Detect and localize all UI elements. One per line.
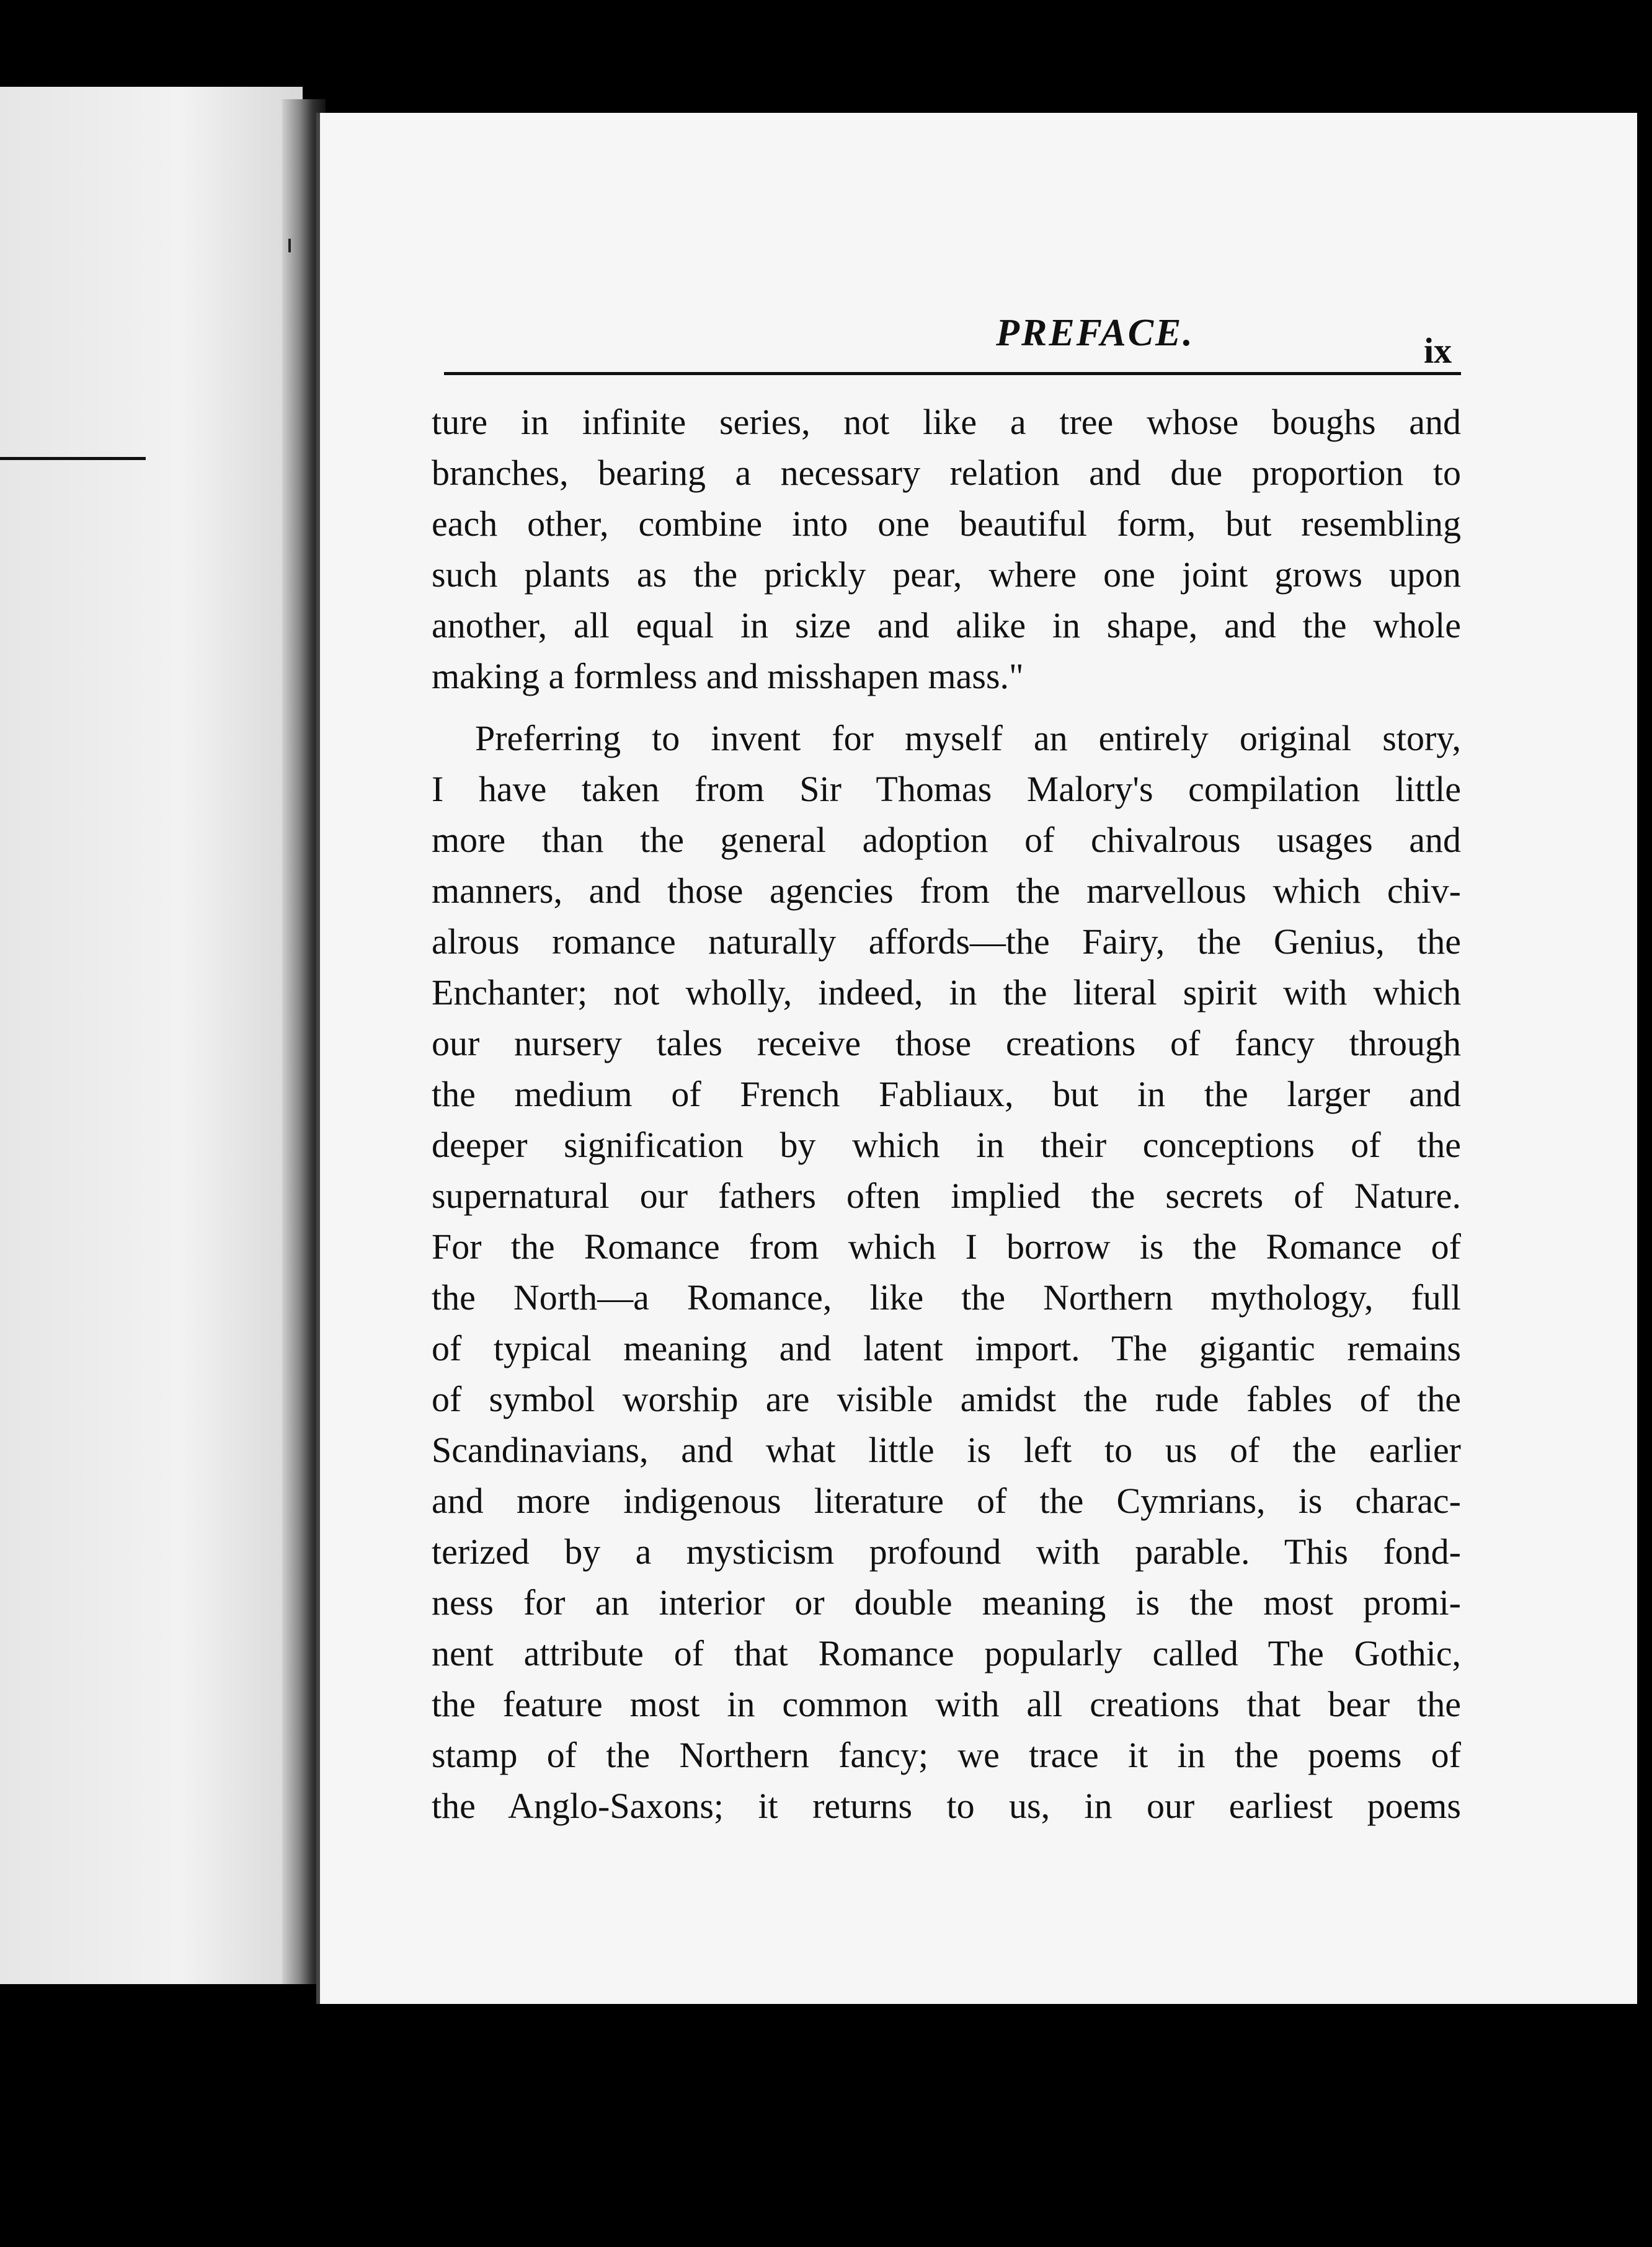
text-line: Enchanter; not wholly, indeed, in the literal spirit with which bbox=[432, 972, 1461, 1013]
text-line: terized by a mysticism profound with parable. This fond- bbox=[432, 1531, 1461, 1572]
text-line: of symbol worship are visible amidst the rude fables of the bbox=[432, 1379, 1461, 1419]
text-line: each other, combine into one beautiful form, but resembling bbox=[432, 503, 1461, 544]
text-line: such plants as the prickly pear, where one joint grows upon bbox=[432, 554, 1461, 595]
left-page-head-rule bbox=[0, 457, 146, 460]
text-line: the feature most in common with all creations that bear the bbox=[432, 1684, 1461, 1724]
text-line: Scandinavians, and what little is left to us of the earlier bbox=[432, 1430, 1461, 1470]
text-line: supernatural our fathers often implied the secrets of Nature. bbox=[432, 1176, 1461, 1216]
text-line: of typical meaning and latent import. The gigantic remains bbox=[432, 1328, 1461, 1368]
text-line: I have taken from Sir Thomas Malory's compilation little bbox=[432, 769, 1461, 809]
text-line: nent attribute of that Romance popularly called The Gothic, bbox=[432, 1633, 1461, 1673]
text-line: more than the general adoption of chivalrous usages and bbox=[432, 820, 1461, 860]
text-line: stamp of the Northern fancy; we trace it in the poems of bbox=[432, 1735, 1461, 1775]
text-line: the North—a Romance, like the Northern mythology, full bbox=[432, 1277, 1461, 1318]
text-line: alrous romance naturally affords—the Fairy, the Genius, the bbox=[432, 921, 1461, 962]
text-line: and more indigenous literature of the Cymrians, is charac- bbox=[432, 1481, 1461, 1521]
text-line: our nursery tales receive those creations of fancy through bbox=[432, 1023, 1461, 1063]
text-line: another, all equal in size and alike in shape, and the whole bbox=[432, 605, 1461, 645]
page-number: ix bbox=[1424, 330, 1452, 371]
text-line: For the Romance from which I borrow is the Romance of bbox=[432, 1226, 1461, 1267]
text-line: Preferring to invent for myself an entirely original story, bbox=[475, 718, 1461, 758]
text-line: ness for an interior or double meaning is the most promi- bbox=[432, 1582, 1461, 1623]
text-line: ture in infinite series, not like a tree whose boughs and bbox=[432, 402, 1461, 442]
text-line: branches, bearing a necessary relation and due proportion to bbox=[432, 453, 1461, 493]
text-line: the medium of French Fabliaux, but in the larger and bbox=[432, 1074, 1461, 1114]
head-rule bbox=[444, 372, 1461, 375]
text-line: making a formless and misshapen mass." bbox=[432, 656, 1024, 696]
text-line: the Anglo-Saxons; it returns to us, in our earliest poems bbox=[432, 1786, 1461, 1826]
right-page bbox=[316, 113, 1637, 2004]
text-line: deeper signification by which in their conceptions of the bbox=[432, 1125, 1461, 1165]
running-head: PREFACE. bbox=[996, 312, 1194, 354]
gutter-mark bbox=[288, 239, 291, 252]
text-line: manners, and those agencies from the marvellous which chiv- bbox=[432, 871, 1461, 911]
left-facing-page bbox=[0, 87, 303, 1984]
